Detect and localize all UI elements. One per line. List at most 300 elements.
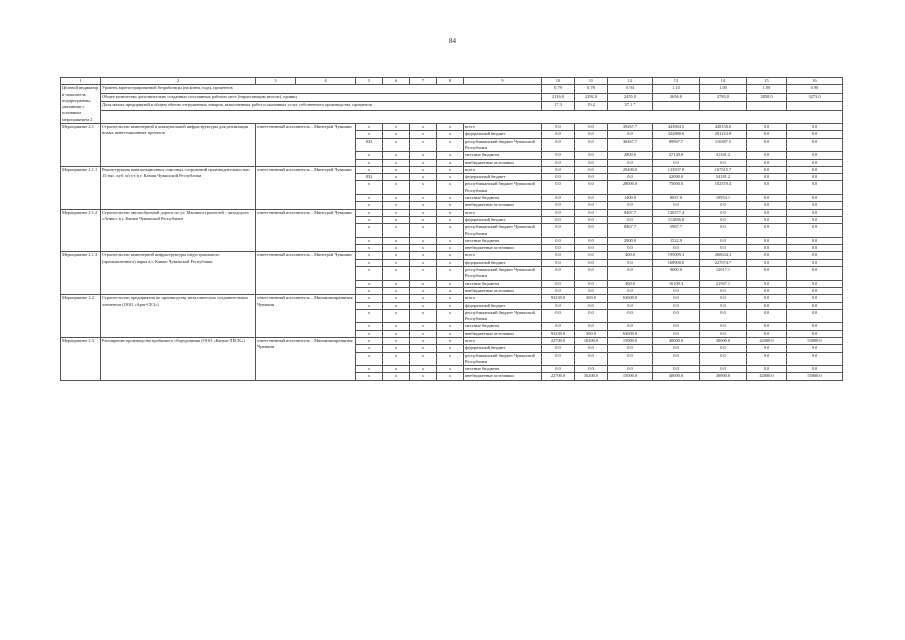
measure-row bbox=[61, 166, 843, 173]
funding-amount: 0.0 bbox=[575, 237, 608, 244]
funding-amount: 0.0 bbox=[787, 131, 843, 138]
funding-source: федеральный бюджет bbox=[464, 131, 542, 138]
measure-title: Мероприятие 2.1.2 bbox=[61, 209, 101, 252]
funding-amount: 21567.1 bbox=[700, 280, 747, 287]
page-number: 84 bbox=[449, 37, 456, 45]
funding-amount: 22700.0 bbox=[542, 373, 575, 380]
funding-amount: 0.0 bbox=[542, 166, 575, 173]
funding-amount: 0.0 bbox=[575, 259, 608, 266]
funding-amount: 0.0 bbox=[542, 209, 575, 216]
column-number: 12 bbox=[608, 78, 653, 85]
budget-code: 832 bbox=[356, 138, 383, 152]
budget-code: x bbox=[437, 252, 464, 259]
budget-code: x bbox=[356, 337, 383, 344]
funding-amount: 0.0 bbox=[653, 352, 700, 366]
funding-amount: 0.0 bbox=[787, 202, 843, 209]
funding-amount: 0.0 bbox=[787, 224, 843, 238]
funding-amount: 0.0 bbox=[700, 159, 747, 166]
budget-code: x bbox=[437, 345, 464, 352]
column-number-row bbox=[61, 78, 843, 85]
measure-description: Реконструкция канализационных очистных сооружений производительностью 15 тыс. куб. м/сут. в г. Канаш Чувашской Республики bbox=[101, 166, 256, 209]
funding-amount: 63000.0 bbox=[608, 330, 653, 337]
funding-amount: 0.0 bbox=[575, 195, 608, 202]
funding-amount: 0.0 bbox=[608, 352, 653, 366]
funding-amount: 428150.0 bbox=[700, 124, 747, 131]
funding-source: местные бюджеты bbox=[464, 152, 542, 159]
funding-source: внебюджетные источники bbox=[464, 373, 542, 380]
budget-code: x bbox=[383, 174, 410, 181]
funding-amount: 0.0 bbox=[747, 216, 787, 223]
measure-title: Мероприятие 2.1 bbox=[61, 124, 101, 167]
funding-amount: 0.0 bbox=[787, 259, 843, 266]
funding-amount: 0.0 bbox=[747, 152, 787, 159]
funding-amount: 0.0 bbox=[787, 345, 843, 352]
funding-amount: 0.0 bbox=[542, 252, 575, 259]
budget-code: x bbox=[410, 330, 437, 337]
budget-code: x bbox=[410, 124, 437, 131]
funding-amount: 0.0 bbox=[542, 152, 575, 159]
funding-amount: 0.0 bbox=[700, 216, 747, 223]
indicator-value: 2455.0 bbox=[608, 93, 653, 102]
indicator-row bbox=[61, 93, 843, 102]
column-number: 13 bbox=[653, 78, 700, 85]
funding-amount: 2900.0 bbox=[608, 237, 653, 244]
funding-amount: 0.0 bbox=[575, 366, 608, 373]
funding-amount: 16200.0 bbox=[575, 373, 608, 380]
funding-source: федеральный бюджет bbox=[464, 174, 542, 181]
funding-amount: 0.0 bbox=[653, 287, 700, 294]
funding-amount: 0.0 bbox=[575, 352, 608, 366]
funding-amount: 0.0 bbox=[787, 124, 843, 131]
funding-amount: 0.0 bbox=[575, 138, 608, 152]
budget-code: x bbox=[437, 245, 464, 252]
funding-amount: 63000.0 bbox=[608, 295, 653, 302]
funding-source: всего bbox=[464, 337, 542, 344]
budget-code: x bbox=[356, 216, 383, 223]
funding-amount: 0.0 bbox=[747, 138, 787, 152]
funding-amount: 0.0 bbox=[653, 295, 700, 302]
funding-amount: 0.0 bbox=[653, 302, 700, 309]
funding-amount: 53000.0 bbox=[787, 337, 843, 344]
funding-amount: 0.0 bbox=[787, 181, 843, 195]
indicator-spacer-row bbox=[61, 111, 843, 124]
measure-row bbox=[61, 124, 843, 131]
budget-code: x bbox=[356, 345, 383, 352]
budget-code: x bbox=[437, 174, 464, 181]
funding-amount: 0.0 bbox=[747, 287, 787, 294]
funding-source: местные бюджеты bbox=[464, 280, 542, 287]
budget-code: x bbox=[410, 181, 437, 195]
funding-source: федеральный бюджет bbox=[464, 302, 542, 309]
column-number: 3 bbox=[256, 78, 296, 85]
budget-code: x bbox=[383, 267, 410, 281]
funding-source: местные бюджеты bbox=[464, 237, 542, 244]
funding-amount: 0.0 bbox=[747, 209, 787, 216]
indicator-value: 1.00 bbox=[700, 85, 747, 94]
funding-amount: 0.0 bbox=[653, 345, 700, 352]
funding-amount: 40000.0 bbox=[653, 337, 700, 344]
funding-amount: 0.0 bbox=[747, 295, 787, 302]
funding-amount: 0.0 bbox=[787, 252, 843, 259]
budget-code: x bbox=[356, 287, 383, 294]
budget-code: x bbox=[410, 345, 437, 352]
budget-code: x bbox=[437, 209, 464, 216]
budget-code: x bbox=[356, 131, 383, 138]
funding-source: внебюджетные источники bbox=[464, 287, 542, 294]
budget-code: x bbox=[437, 295, 464, 302]
budget-code: x bbox=[437, 181, 464, 195]
funding-amount: 0.0 bbox=[542, 195, 575, 202]
indicator-name: Уровень зарегистрированной безработицы (на конец года), процентов bbox=[101, 85, 542, 94]
funding-amount: 0.0 bbox=[700, 295, 747, 302]
budget-code: x bbox=[410, 152, 437, 159]
budget-code: x bbox=[356, 237, 383, 244]
budget-code: x bbox=[410, 373, 437, 380]
funding-amount: 0.0 bbox=[608, 131, 653, 138]
funding-amount: 0.0 bbox=[747, 280, 787, 287]
funding-source: всего bbox=[464, 209, 542, 216]
indicator-name: Общее количество дополнительно созданных постоянных рабочих мест (нарастающим итогом), единиц bbox=[101, 93, 542, 102]
funding-amount: 322880.6 bbox=[653, 131, 700, 138]
indicators-label: Целевой индикатор и показатель подпрограммы, увязанные с основным мероприятием 2 bbox=[61, 85, 101, 124]
funding-amount: 93230.0 bbox=[542, 295, 575, 302]
funding-amount: 0.0 bbox=[575, 280, 608, 287]
budget-code: x bbox=[383, 302, 410, 309]
funding-amount: 0.0 bbox=[542, 131, 575, 138]
funding-amount: 167515.7 bbox=[700, 166, 747, 173]
funding-amount: 0.0 bbox=[700, 202, 747, 209]
indicator-value: 17.3 bbox=[542, 102, 575, 111]
budget-code: x bbox=[437, 216, 464, 223]
budget-code: x bbox=[383, 309, 410, 323]
funding-amount: 16200.0 bbox=[575, 337, 608, 344]
funding-amount: 0.0 bbox=[787, 195, 843, 202]
budget-code: x bbox=[383, 352, 410, 366]
indicator-row bbox=[61, 102, 843, 111]
budget-code: x bbox=[383, 323, 410, 330]
indicator-name: Доля малых предприятий в общем объеме отгруженных товаров, выполненных работ и оказанных услуг собственного производства, процентов bbox=[101, 102, 542, 111]
funding-amount: 9467.7 bbox=[608, 209, 653, 216]
measure-row bbox=[61, 252, 843, 259]
funding-amount: 0.0 bbox=[575, 252, 608, 259]
funding-amount: 8037.8 bbox=[653, 195, 700, 202]
funding-amount: 0.0 bbox=[787, 174, 843, 181]
funding-amount: 0.0 bbox=[747, 267, 787, 281]
budget-code: x bbox=[383, 330, 410, 337]
funding-amount: 27130.0 bbox=[653, 152, 700, 159]
budget-code: x bbox=[410, 245, 437, 252]
budget-code: x bbox=[410, 309, 437, 323]
budget-code: x bbox=[356, 352, 383, 366]
funding-amount: 0.0 bbox=[787, 323, 843, 330]
funding-amount: 0.0 bbox=[747, 237, 787, 244]
funding-source: республиканский бюджет Чувашской Республики bbox=[464, 267, 542, 281]
funding-amount: 0.0 bbox=[700, 352, 747, 366]
funding-source: всего bbox=[464, 124, 542, 131]
funding-amount: 0.0 bbox=[747, 174, 787, 181]
funding-amount: 0.0 bbox=[787, 302, 843, 309]
budget-code: x bbox=[383, 366, 410, 373]
funding-amount: 0.0 bbox=[542, 202, 575, 209]
budget-code: x bbox=[383, 124, 410, 131]
funding-amount: 0.0 bbox=[542, 267, 575, 281]
budget-code: x bbox=[410, 295, 437, 302]
budget-code: x bbox=[410, 174, 437, 181]
indicator-value: 0.79 bbox=[542, 85, 575, 94]
budget-code: x bbox=[356, 366, 383, 373]
budget-code: x bbox=[356, 252, 383, 259]
funding-amount: 0.0 bbox=[608, 159, 653, 166]
budget-code: x bbox=[356, 166, 383, 173]
budget-code: x bbox=[356, 152, 383, 159]
funding-amount: 53000.0 bbox=[787, 373, 843, 380]
funding-amount: 0.0 bbox=[747, 245, 787, 252]
indicator-row bbox=[61, 85, 843, 94]
budget-code: x bbox=[437, 352, 464, 366]
funding-amount: 0.0 bbox=[747, 252, 787, 259]
funding-amount: 195009.3 bbox=[653, 252, 700, 259]
budget-code: x bbox=[356, 373, 383, 380]
measure-responsible: ответственный исполнитель – Минэкономразвития Чувашии bbox=[256, 337, 356, 380]
budget-code: x bbox=[410, 267, 437, 281]
column-number: 9 bbox=[464, 78, 542, 85]
funding-amount: 0.0 bbox=[700, 287, 747, 294]
funding-amount: 0.0 bbox=[747, 124, 787, 131]
funding-amount: 0.0 bbox=[653, 202, 700, 209]
funding-amount: 0.0 bbox=[787, 159, 843, 166]
budget-code: x bbox=[383, 237, 410, 244]
funding-amount: 0.0 bbox=[787, 267, 843, 281]
funding-amount: 0.0 bbox=[700, 224, 747, 238]
funding-source: федеральный бюджет bbox=[464, 345, 542, 352]
funding-amount: 1400.0 bbox=[608, 195, 653, 202]
budget-code: x bbox=[383, 195, 410, 202]
funding-amount: 0.0 bbox=[700, 366, 747, 373]
funding-amount: 0.0 bbox=[653, 330, 700, 337]
funding-amount: 130377.4 bbox=[653, 209, 700, 216]
funding-amount: 400.0 bbox=[608, 280, 653, 287]
funding-amount: 300.0 bbox=[575, 330, 608, 337]
indicator-value: 2858.0 bbox=[747, 93, 787, 102]
funding-amount: 0.0 bbox=[542, 352, 575, 366]
indicator-value: 2116.0 bbox=[542, 93, 575, 102]
funding-source: всего bbox=[464, 166, 542, 173]
budget-code: x bbox=[437, 366, 464, 373]
indicator-value bbox=[653, 102, 700, 111]
indicator-value: 0.94 bbox=[608, 85, 653, 94]
budget-code: x bbox=[410, 302, 437, 309]
funding-amount: 0.0 bbox=[575, 202, 608, 209]
funding-source: местные бюджеты bbox=[464, 323, 542, 330]
budget-code: x bbox=[437, 224, 464, 238]
funding-amount: 0.0 bbox=[608, 287, 653, 294]
funding-amount: 0.0 bbox=[787, 366, 843, 373]
budget-code: x bbox=[410, 138, 437, 152]
funding-amount: 0.0 bbox=[575, 323, 608, 330]
budget-code: x bbox=[383, 209, 410, 216]
budget-code: x bbox=[383, 224, 410, 238]
indicator-spacer bbox=[101, 111, 843, 124]
budget-code: x bbox=[356, 259, 383, 266]
budget-code: x bbox=[383, 252, 410, 259]
funding-amount: 0.0 bbox=[575, 174, 608, 181]
funding-source: местные бюджеты bbox=[464, 366, 542, 373]
budget-code: x bbox=[356, 209, 383, 216]
funding-amount: 0.0 bbox=[575, 267, 608, 281]
funding-amount: 0.0 bbox=[542, 216, 575, 223]
funding-amount: 0.0 bbox=[787, 287, 843, 294]
budget-code: x bbox=[437, 287, 464, 294]
measure-description: Расширение производства пробкового оборудования (ООО «Канаш-ЛЕСК») bbox=[101, 337, 256, 380]
budget-code: x bbox=[437, 373, 464, 380]
budget-code: x bbox=[437, 280, 464, 287]
funding-amount: 0.0 bbox=[787, 237, 843, 244]
funding-amount: 0.0 bbox=[608, 174, 653, 181]
budget-code: x bbox=[410, 159, 437, 166]
funding-amount: 0.0 bbox=[653, 245, 700, 252]
budget-code: x bbox=[356, 267, 383, 281]
budget-code: x bbox=[356, 124, 383, 131]
funding-amount: 28000.0 bbox=[608, 181, 653, 195]
funding-amount: 0.0 bbox=[575, 302, 608, 309]
indicator-value: 2783.0 bbox=[700, 93, 747, 102]
budget-code: x bbox=[356, 202, 383, 209]
funding-amount: 0.0 bbox=[747, 159, 787, 166]
funding-amount: 0.0 bbox=[700, 245, 747, 252]
funding-amount: 0.0 bbox=[542, 345, 575, 352]
funding-amount: 0.0 bbox=[575, 287, 608, 294]
funding-amount: 0.0 bbox=[575, 224, 608, 238]
measure-description: Строительство предприятия по производству металлических соединительных элементов (ООО «Арат-СЕЗ») bbox=[101, 295, 256, 338]
funding-amount: 54181.2 bbox=[700, 174, 747, 181]
funding-amount: 2800.0 bbox=[608, 152, 653, 159]
funding-amount: 102370.4 bbox=[700, 181, 747, 195]
funding-amount: 0.0 bbox=[747, 131, 787, 138]
funding-amount: 0.0 bbox=[787, 245, 843, 252]
funding-amount: 0.0 bbox=[575, 166, 608, 173]
funding-amount: 0.0 bbox=[747, 330, 787, 337]
budget-code: x bbox=[383, 181, 410, 195]
program-budget-table bbox=[60, 77, 843, 381]
funding-amount: 42000.0 bbox=[747, 373, 787, 380]
budget-code: x bbox=[383, 345, 410, 352]
funding-amount: 0.0 bbox=[575, 124, 608, 131]
funding-amount: 0.0 bbox=[700, 345, 747, 352]
budget-code: x bbox=[383, 159, 410, 166]
funding-amount: 0.0 bbox=[700, 309, 747, 323]
funding-amount: 0.0 bbox=[700, 302, 747, 309]
indicator-value: 0.78 bbox=[575, 85, 608, 94]
measure-row bbox=[61, 209, 843, 216]
funding-amount: 0.0 bbox=[608, 259, 653, 266]
funding-amount: 0.0 bbox=[542, 174, 575, 181]
indicator-value: 2656.0 bbox=[653, 93, 700, 102]
measure-responsible: ответственный исполнитель – Минстрой Чувашии bbox=[256, 124, 356, 167]
funding-amount: 0.0 bbox=[575, 216, 608, 223]
funding-amount: 0.0 bbox=[542, 309, 575, 323]
budget-code: x bbox=[356, 330, 383, 337]
measure-title: Мероприятие 2.2 bbox=[61, 295, 101, 338]
funding-amount: 0.0 bbox=[747, 345, 787, 352]
funding-amount: 29400.0 bbox=[608, 166, 653, 173]
funding-amount: 42090.0 bbox=[653, 174, 700, 181]
budget-code: x bbox=[410, 323, 437, 330]
funding-amount: 31341.2 bbox=[700, 152, 747, 159]
funding-amount: 227074.7 bbox=[700, 259, 747, 266]
budget-code: x bbox=[437, 166, 464, 173]
measure-description: Строительство инженерной инфраструктуры индустриального (промышленного) парка в г. Канаш Чувашской Республики bbox=[101, 252, 256, 295]
budget-code: x bbox=[356, 302, 383, 309]
budget-code: x bbox=[356, 224, 383, 238]
budget-code: x bbox=[356, 309, 383, 323]
funding-amount: 36467.7 bbox=[608, 138, 653, 152]
funding-amount: 0.0 bbox=[787, 152, 843, 159]
column-number: 8 bbox=[437, 78, 464, 85]
funding-amount: 0.0 bbox=[575, 345, 608, 352]
funding-amount: 0.0 bbox=[608, 366, 653, 373]
funding-amount: 0.0 bbox=[542, 237, 575, 244]
budget-code: x bbox=[356, 159, 383, 166]
funding-amount: 75000.0 bbox=[653, 181, 700, 195]
measure-description: Строительство инженерной и коммунальной инфраструктуры для реализации новых инвестиционных проектов bbox=[101, 124, 256, 167]
funding-amount: 1522.9 bbox=[653, 237, 700, 244]
funding-amount: 30000.0 bbox=[700, 373, 747, 380]
funding-amount: 0.0 bbox=[575, 181, 608, 195]
budget-code: x bbox=[437, 323, 464, 330]
funding-amount: 0.0 bbox=[747, 323, 787, 330]
indicator-value: 3273.0 bbox=[787, 93, 843, 102]
budget-code: x bbox=[410, 252, 437, 259]
budget-code: x bbox=[437, 267, 464, 281]
funding-amount: 0.0 bbox=[542, 245, 575, 252]
funding-amount: 0.0 bbox=[747, 366, 787, 373]
measure-title: Мероприятие 2.1.1 bbox=[61, 166, 101, 209]
indicator-value: 37.1 * bbox=[608, 102, 653, 111]
budget-code: x bbox=[410, 287, 437, 294]
indicator-value: 1.10 bbox=[653, 85, 700, 94]
funding-source: республиканский бюджет Чувашской Республики bbox=[464, 352, 542, 366]
column-number: 14 bbox=[700, 78, 747, 85]
funding-amount: 0.0 bbox=[747, 195, 787, 202]
funding-amount: 168900.0 bbox=[653, 259, 700, 266]
budget-code: x bbox=[410, 259, 437, 266]
measure-title: Мероприятие 2.1.3 bbox=[61, 252, 101, 295]
measure-responsible: ответственный исполнитель – Минстрой Чувашии bbox=[256, 252, 356, 295]
budget-code: x bbox=[383, 166, 410, 173]
funding-amount: 0.0 bbox=[542, 287, 575, 294]
funding-amount: 0.0 bbox=[608, 202, 653, 209]
budget-code: x bbox=[410, 366, 437, 373]
funding-amount: 0.0 bbox=[700, 237, 747, 244]
funding-amount: 116387.5 bbox=[700, 138, 747, 152]
funding-amount: 9000.0 bbox=[653, 267, 700, 281]
funding-amount: 0.0 bbox=[575, 152, 608, 159]
budget-code: x bbox=[437, 237, 464, 244]
budget-code: x bbox=[437, 195, 464, 202]
column-number: 10 bbox=[542, 78, 575, 85]
funding-amount: 40000.0 bbox=[653, 373, 700, 380]
budget-code: x bbox=[383, 152, 410, 159]
indicator-value: 0.90 bbox=[787, 85, 843, 94]
funding-amount: 30000.0 bbox=[700, 337, 747, 344]
budget-code: x bbox=[437, 309, 464, 323]
funding-amount: 0.0 bbox=[542, 181, 575, 195]
budget-code: x bbox=[383, 216, 410, 223]
funding-amount: 0.0 bbox=[608, 323, 653, 330]
budget-code: x bbox=[356, 295, 383, 302]
funding-amount: 260634.3 bbox=[700, 252, 747, 259]
budget-code: x bbox=[437, 302, 464, 309]
